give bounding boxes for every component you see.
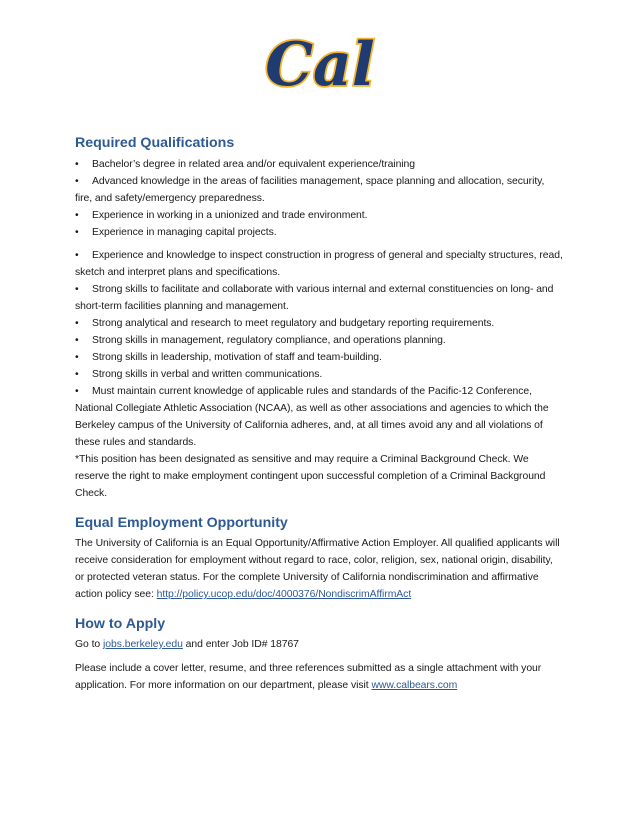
qualification-text: Strong skills in verbal and written communications. — [92, 369, 323, 380]
qualification-text: Experience in working in a unionized and trade environment. — [92, 210, 368, 221]
qualification-text: Bachelor’s degree in related area and/or equivalent experience/training — [92, 159, 416, 170]
qualification-text: Strong skills in management, regulatory compliance, and operations planning. — [92, 335, 446, 346]
qualifications-list-2 — [75, 247, 564, 451]
qualification-text: Must maintain current knowledge of applicable rules and standards of the Pacific-12 Conference, National Collegiate Athletic Association (NCAA), as well as other associations and agencies to which the Berkeley campus of the University of California adheres, and, at all times avoid any and all violations of these rules and standards. — [75, 386, 549, 448]
qualification-item — [75, 247, 564, 281]
qualification-item — [75, 156, 564, 173]
qualification-text: Strong skills in leadership, motivation of staff and team-building. — [92, 352, 382, 363]
qualification-item — [75, 281, 564, 315]
qualification-item — [75, 173, 564, 207]
apply-line1-post: and enter Job ID# 18767 — [182, 639, 299, 650]
calbears-link[interactable]: www.calbears.com — [371, 680, 458, 691]
how-to-apply-heading: How to Apply — [75, 616, 166, 632]
eeo-body-text: The University of California is an Equal Opportunity/Affirmative Action Employer. All qualified applicants will receive consideration for employment without regard to race, color, religion, sex, national origin, disability, or protected veteran status. For the complete University of California nondiscrimination and affirmative action policy see: — [75, 538, 560, 600]
qualification-item — [75, 207, 564, 224]
bullet-icon: • — [75, 284, 79, 295]
qualification-item — [75, 349, 564, 366]
how-to-apply-section — [75, 614, 564, 694]
eeo-section — [75, 513, 564, 603]
bullet-icon: • — [75, 386, 79, 397]
bullet-icon: • — [75, 210, 79, 221]
qualification-item — [75, 366, 564, 383]
apply-line2-pre: Please include a cover letter, resume, and three references submitted as a single attachment with your application. For more information on our department, please visit — [75, 663, 542, 691]
eeo-body — [75, 535, 564, 603]
bullet-icon: • — [75, 318, 79, 329]
background-check-note: *This position has been designated as sensitive and may require a Criminal Background Check. We reserve the right to make employment contingent upon successful completion of a Criminal Background Check. — [75, 454, 546, 499]
bullet-icon: • — [75, 335, 79, 346]
apply-instruction-line — [75, 636, 564, 653]
qualification-text: Strong skills to facilitate and collaborate with various internal and external constituencies on long- and short-term facilities planning and management. — [75, 284, 554, 312]
eeo-policy-link[interactable]: http://policy.ucop.edu/doc/4000376/NondiscrimAffirmAct — [156, 589, 412, 600]
required-qualifications-section — [75, 133, 564, 502]
qualification-item — [75, 383, 564, 451]
bullet-icon: • — [75, 159, 79, 170]
qualifications-list-1 — [75, 156, 564, 241]
qualification-text: Experience and knowledge to inspect construction in progress of general and specialty structures, read, sketch and interpret plans and specifications. — [75, 250, 563, 278]
bullet-icon: • — [75, 227, 79, 238]
bullet-icon: • — [75, 250, 79, 261]
qualification-text: Advanced knowledge in the areas of facilities management, space planning and allocation, security, fire, and safety/emergency preparedness. — [75, 176, 545, 204]
apply-line1-pre: Go to — [75, 639, 104, 650]
qualification-item — [75, 315, 564, 332]
qualification-text: Experience in managing capital projects. — [92, 227, 277, 238]
eeo-heading: Equal Employment Opportunity — [75, 515, 288, 531]
apply-details-paragraph — [75, 660, 564, 694]
cal-logo-wordmark — [250, 30, 390, 100]
bullet-icon: • — [75, 352, 79, 363]
cal-logo — [75, 0, 564, 120]
qualification-item — [75, 224, 564, 241]
bullet-icon: • — [75, 369, 79, 380]
required-qualifications-heading: Required Qualifications — [75, 135, 235, 151]
jobs-berkeley-link[interactable]: jobs.berkeley.edu — [103, 639, 183, 650]
qualification-text: Strong analytical and research to meet regulatory and budgetary reporting requirements. — [92, 318, 495, 329]
bullet-icon: • — [75, 176, 79, 187]
cal-logo-text: Cal — [264, 30, 375, 100]
qualification-item — [75, 332, 564, 349]
